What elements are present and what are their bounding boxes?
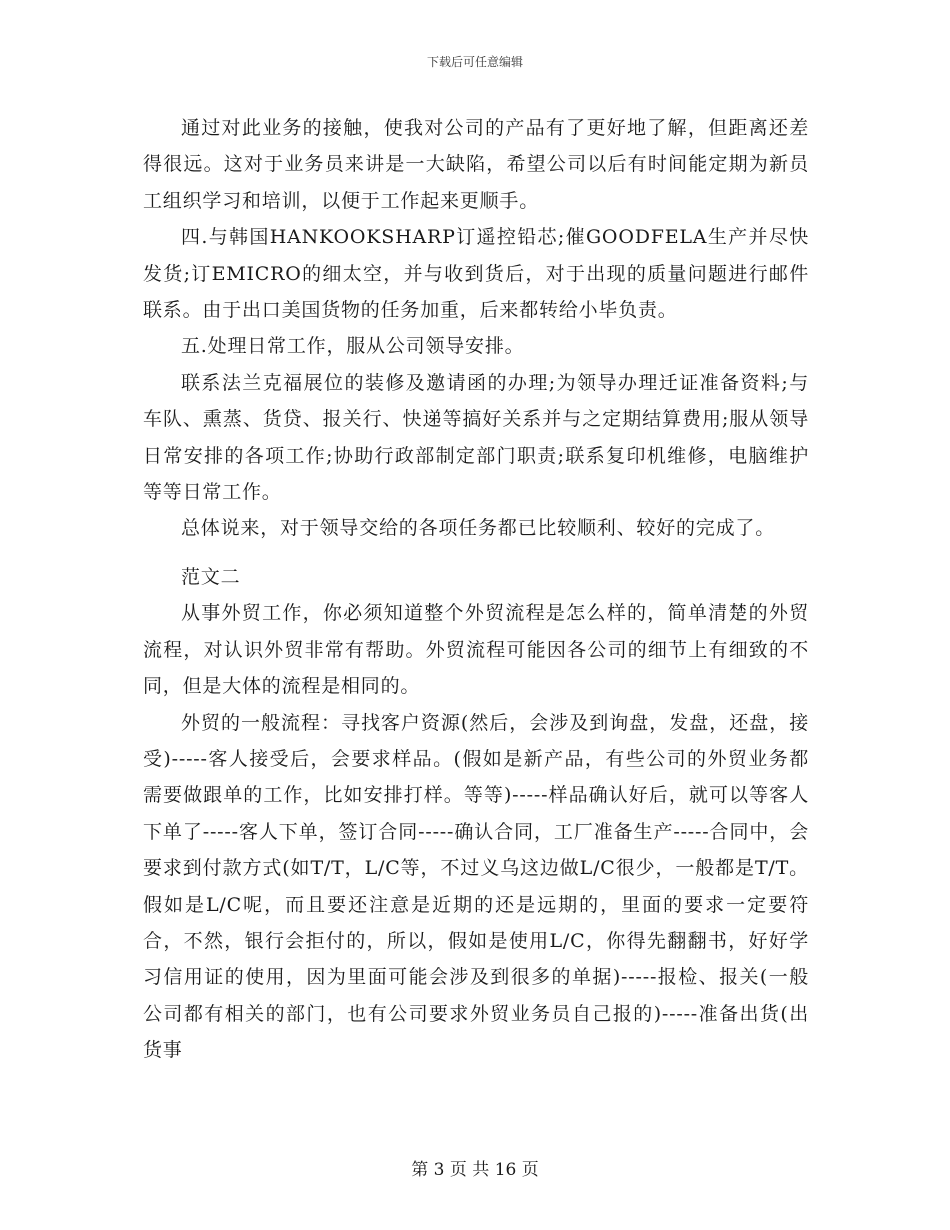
paragraph-trade-intro: 从事外贸工作，你必须知道整个外贸流程是怎么样的，简单清楚的外贸流程，对认识外贸非常有帮助。外贸流程可能因各公司的细节上有细致的不同，但是大体的流程是相同的。 [143,602,809,698]
paragraph-item-four: 四.与韩国HANKOOKSHARP订遥控铅芯;催GOODFELA生产并尽快发货;订EMICRO的细太空，并与收到货后，对于出现的质量问题进行邮件联系。由于出口美国货物的任务加重，后来都转给小毕负责。 [143,226,809,322]
page-header: 下载后可任意编辑 [426,55,523,69]
paragraph-business-contact: 通过对此业务的接触，使我对公司的产品有了更好地了解，但距离还差得很远。这对于业务员来讲是一大缺陷，希望公司以后有时间能定期为新员工组织学习和培训，以便于工作起来更顺手。 [143,117,809,212]
section-heading-sample-two: 范文二 [181,565,241,588]
document-body [143,110,809,1069]
paragraph-summary: 总体说来，对于领导交给的各项任务都已比较顺利、较好的完成了。 [181,517,776,540]
paragraph-trade-process: 外贸的一般流程：寻找客户资源(然后，会涉及到询盘，发盘，还盘，接受)-----客人接受后，会要求样品。(假如是新产品，有些公司的外贸业务都需要做跟单的工作，比如安排打样。等等)-----样品确认好后，就可以等客人下单了-----客人下单，签订合同-----确认合同，工厂准备生产-----合同中，会要求到付款方式(如T/T，L/C等，不过义乌这边做L/C很少，一般都是T/T。假如是L/C呢，而且要还注意是近期的还是远期的，里面的要求一定要符合，不然，银行会拒付的，所以，假如是使用L/C，你得先翻翻书，好好学习信用证的使用，因为里面可能会涉及到很多的单据)-----报检、报关(一般公司都有相关的部门，也有公司要求外贸业务员自己报的)-----准备出货(出货事 [143,711,809,1062]
paragraph-item-five: 五.处理日常工作，服从公司领导安排。 [181,335,525,358]
page-footer: 第 3 页 共 16 页 [411,1160,539,1180]
paragraph-daily-tasks: 联系法兰克福展位的装修及邀请函的办理;为领导办理迁证准备资料;与车队、熏蒸、货贷、报关行、快递等搞好关系并与之定期结算费用;服从领导日常安排的各项工作;协助行政部制定部门职责;联系复印机维修，电脑维护等等日常工作。 [143,371,809,504]
